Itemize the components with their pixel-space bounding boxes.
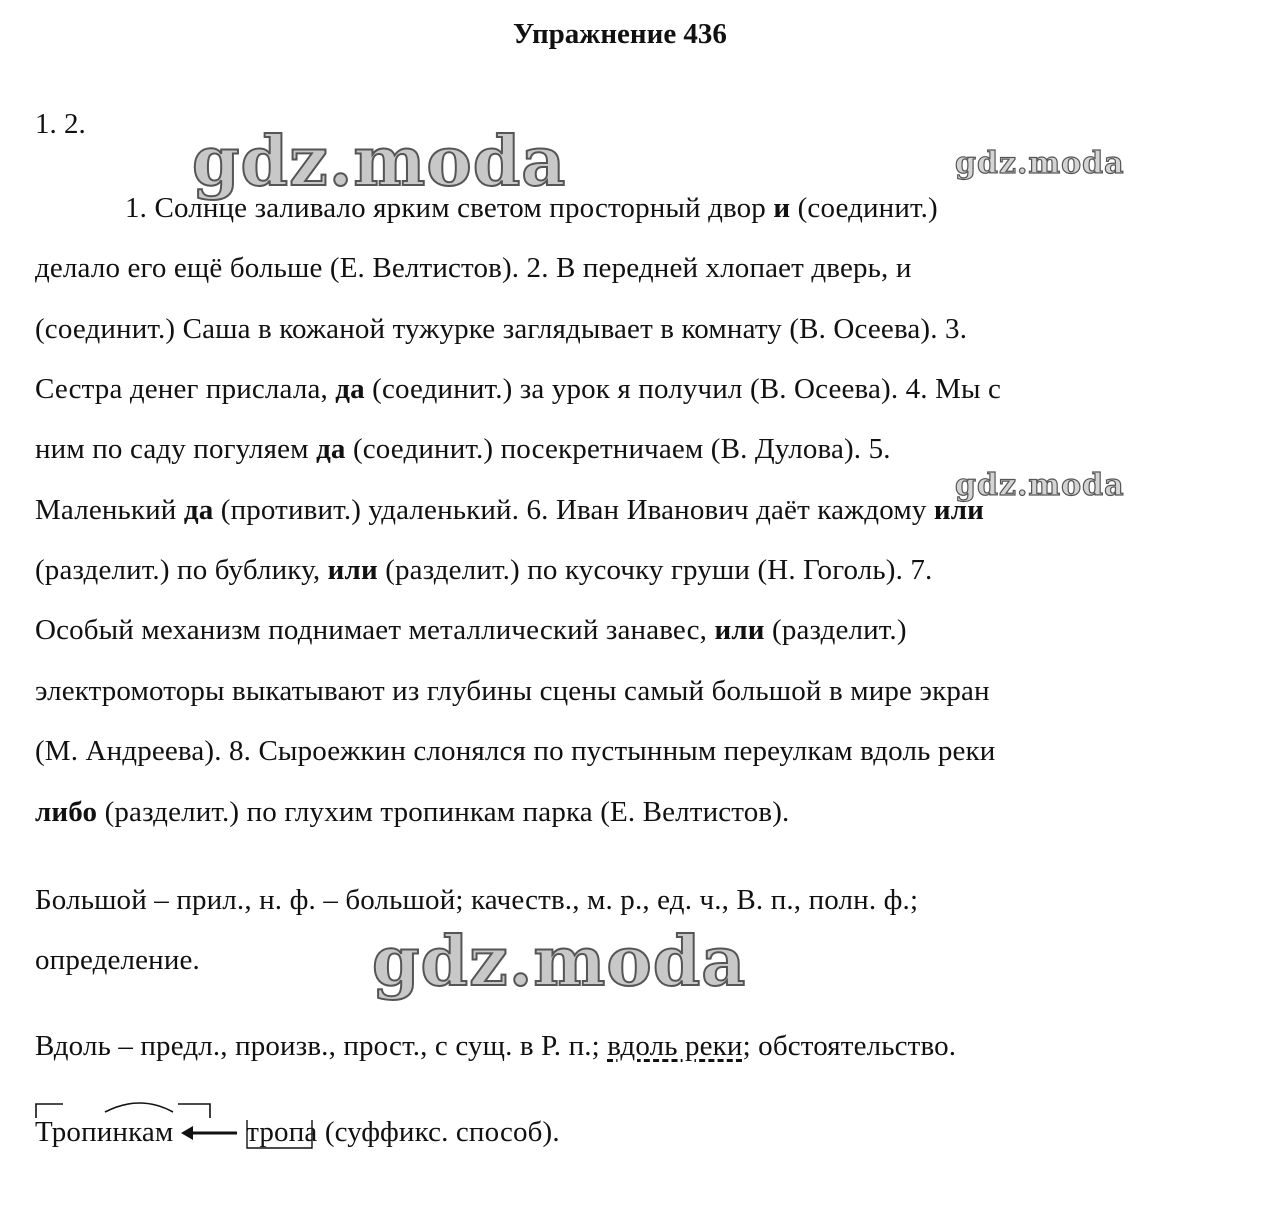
text-run: (соединит.) (790, 192, 938, 224)
text-run: ним по саду погуляем (35, 433, 317, 465)
text-run: (М. Андреева). 8. Сыроежкин слонялся по пустынным переулкам вдоль реки (35, 735, 996, 767)
text-run: Маленький (35, 494, 184, 526)
conjunction: да (316, 433, 346, 465)
watermark-logo: gdz.moda (955, 146, 1125, 181)
text-run: 1. Солнце заливало ярким светом просторный двор (125, 192, 774, 224)
derivation-arrow-icon (181, 1123, 239, 1143)
paragraph-line (35, 313, 967, 346)
text-run: (противит.) удаленький. 6. Иван Иванович даёт каждому (213, 494, 934, 526)
text-run: электромоторы выкатывают из глубины сцены самый большой в мире экран (35, 675, 990, 707)
paragraph-line (35, 433, 891, 466)
paragraph-line (125, 192, 938, 225)
paragraph-line (35, 554, 932, 587)
text-run: (соединит.) за урок я получил (В. Осеева). 4. Мы с (364, 373, 1002, 405)
text-run: (разделит.) по кусочку груши (Н. Гоголь). 7. (377, 554, 933, 586)
conjunction: или (327, 554, 378, 586)
word-derivation (35, 1116, 560, 1149)
analysis-bolshoy-continued: определение. (35, 944, 200, 976)
analysis-bolshoy: Большой – прил., н. ф. – большой; качеств., м. р., ед. ч., В. п., полн. ф.; (35, 884, 919, 916)
conjunction: да (183, 494, 214, 526)
derivation-note: (суффикс. способ). (317, 1116, 560, 1148)
base-word (246, 1116, 317, 1149)
conjunction: либо (35, 796, 98, 828)
word-suffix: к (128, 1116, 142, 1148)
text-run: (разделит.) по глухим тропинкам парка (Е. Велтистов). (97, 796, 790, 828)
word-ending: ам (141, 1116, 174, 1148)
conjunction: да (335, 373, 365, 405)
analysis-vdol-role: ; обстоятельство. (742, 1030, 957, 1062)
text-run: (разделит.) (764, 614, 907, 646)
conjunction: и (773, 192, 791, 224)
base-ending: а (304, 1116, 318, 1148)
paragraph-line (35, 614, 907, 647)
watermark-logo: gdz.moda (192, 122, 567, 202)
conjunction: или (714, 614, 765, 646)
base-mark (246, 1114, 316, 1154)
text-run: делало его ещё больше (Е. Велтистов). 2. В передней хлопает дверь, и (35, 252, 912, 284)
phrase-vdol-reki: вдоль реки (607, 1030, 743, 1062)
morpheme-marks (35, 1100, 215, 1122)
watermark-logo: gdz.moda (372, 922, 747, 1002)
paragraph-line (35, 252, 912, 285)
paragraph-line (35, 675, 990, 708)
text-run: Особый механизм поднимает металлический занавес, (35, 614, 715, 646)
watermark-logo: gdz.moda (955, 468, 1125, 503)
paragraph-line (35, 735, 995, 768)
word-part: ропин (51, 1116, 129, 1148)
text-run: (разделит.) по бублику, (35, 554, 328, 586)
task-numbers: 1. 2. (35, 108, 86, 140)
analysis-vdol (35, 1030, 956, 1063)
paragraph-line (35, 796, 789, 829)
word-part: Т (35, 1116, 52, 1148)
analysis-vdol-text: Вдоль – предл., произв., прост., с сущ. в Р. п.; (35, 1030, 608, 1062)
paragraph-line (35, 373, 1001, 406)
text-run: Сестра денег прислала, (35, 373, 336, 405)
derived-word (35, 1116, 173, 1149)
paragraph-line (35, 494, 984, 527)
base-stem: троп (246, 1116, 305, 1148)
text-run: (соединит.) Саша в кожаной тужурке заглядывает в комнату (В. Осеева). 3. (35, 313, 968, 345)
conjunction: или (933, 494, 985, 526)
exercise-title: Упражнение 436 (513, 18, 727, 50)
text-run: (соединит.) посекретничаем (В. Дулова). 5. (345, 433, 891, 465)
